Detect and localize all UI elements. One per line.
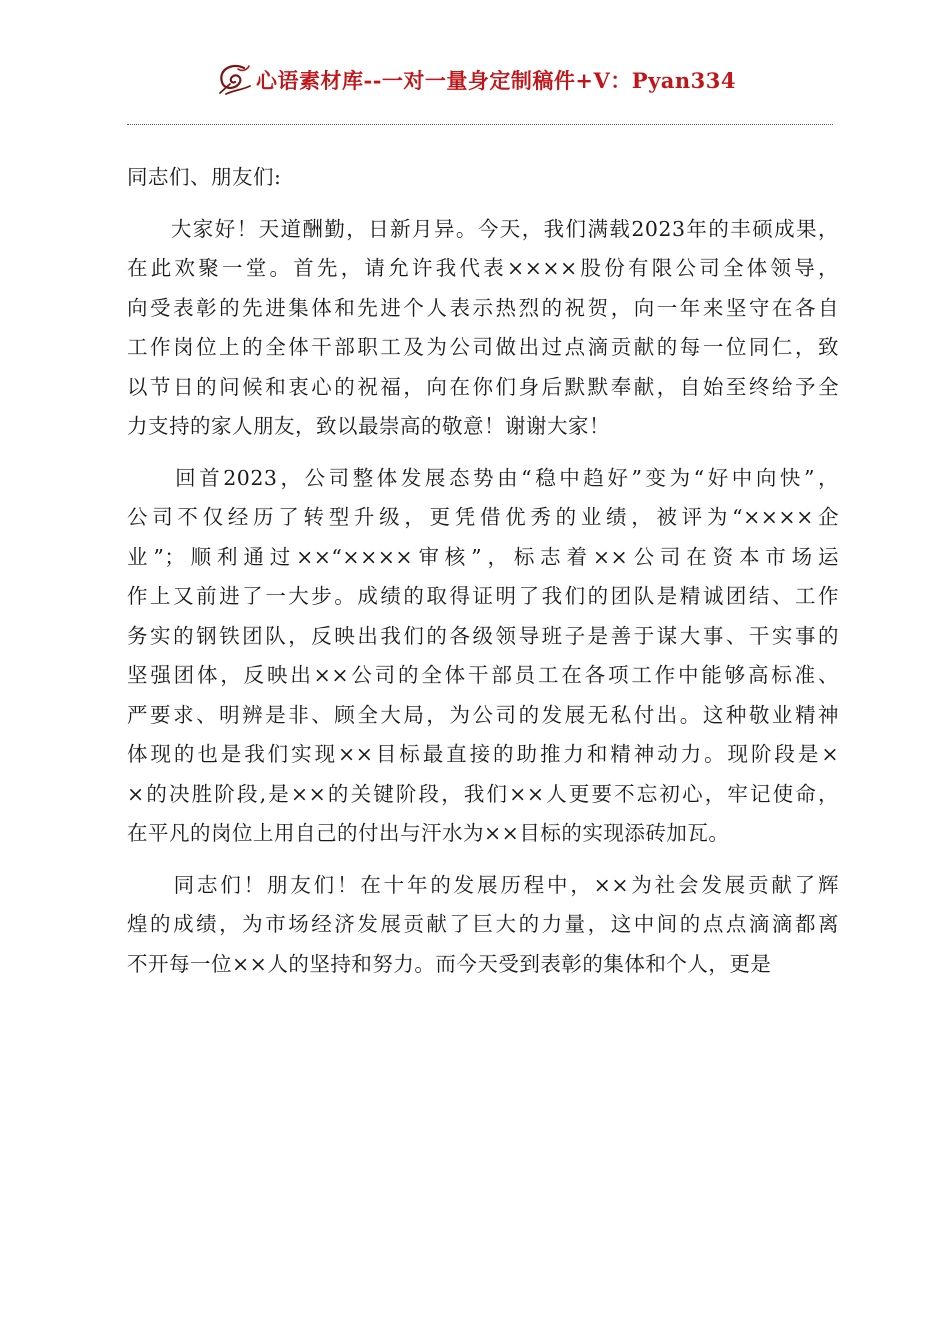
signature-logo-icon [214, 60, 254, 100]
text-line: 不开每一位××人的坚持和努力。而今天受到表彰的集体和个人，更是 [127, 951, 772, 976]
paragraph [127, 866, 839, 985]
text-line: 作上又前进了一大步。成绩的取得证明了我们的团队是精诚团结、工作 [127, 584, 839, 608]
text-line: 严要求、明辨是非、顾全大局，为公司的发展无私付出。这种敬业精神 [127, 702, 839, 727]
paragraph [127, 459, 839, 854]
text-line: 大家好！天道酬勤，日新月异。今天，我们满载2023年的丰硕成果， [127, 216, 839, 241]
text-line: 业”；顺利通过××“××××审核”，标志着××公司在资本市场运 [127, 544, 839, 569]
text-line: 在平凡的岗位上用自己的付出与汗水为××目标的实现添砖加瓦。 [127, 821, 730, 845]
document-body [127, 158, 839, 984]
text-line: 同志们！朋友们！在十年的发展历程中，××为社会发展贡献了辉 [127, 872, 839, 897]
paragraph [127, 210, 839, 447]
header-title: 心语素材库--一对一量身定制稿件+V：Pyan334 [255, 68, 737, 93]
text-line: 体现的也是我们实现××目标最直接的助推力和精神动力。现阶段是× [127, 742, 839, 766]
text-line: 坚强团体，反映出××公司的全体干部员工在各项工作中能够高标准、 [127, 663, 839, 687]
paragraph-gap [127, 447, 839, 459]
text-line: 力支持的家人朋友，致以最崇高的敬意！谢谢大家！ [127, 414, 610, 438]
paragraph-gap [127, 854, 839, 866]
text-line: 在此欢聚一堂。首先，请允许我代表××××股份有限公司全体领导， [127, 256, 839, 280]
text-line: 以节日的问候和衷心的祝福，向在你们身后默默奉献，自始至终给予全 [127, 374, 839, 399]
text-line: 公司不仅经历了转型升级，更凭借优秀的业绩，被评为“××××企 [127, 505, 839, 529]
paragraph [127, 158, 839, 198]
text-line: 工作岗位上的全体干部职工及为公司做出过点滴贡献的每一位同仁，致 [127, 335, 839, 359]
text-line: 务实的钢铁团队，反映出我们的各级领导班子是善于谋大事、干实事的 [127, 623, 839, 648]
text-line: 向受表彰的先进集体和先进个人表示热烈的祝贺，向一年来坚守在各自 [127, 295, 839, 320]
text-line: 煌的成绩，为市场经济发展贡献了巨大的力量，这中间的点点滴滴都离 [127, 912, 839, 936]
paragraph-gap [127, 198, 839, 210]
text-line: ×的决胜阶段,是××的关键阶段，我们××人更要不忘初心，牢记使命， [127, 781, 839, 806]
text-line: 同志们、朋友们: [127, 165, 282, 189]
header-divider [127, 124, 833, 125]
page-header [0, 56, 950, 104]
text-line: 回首2023，公司整体发展态势由“稳中趋好”变为“好中向快”， [127, 465, 839, 490]
